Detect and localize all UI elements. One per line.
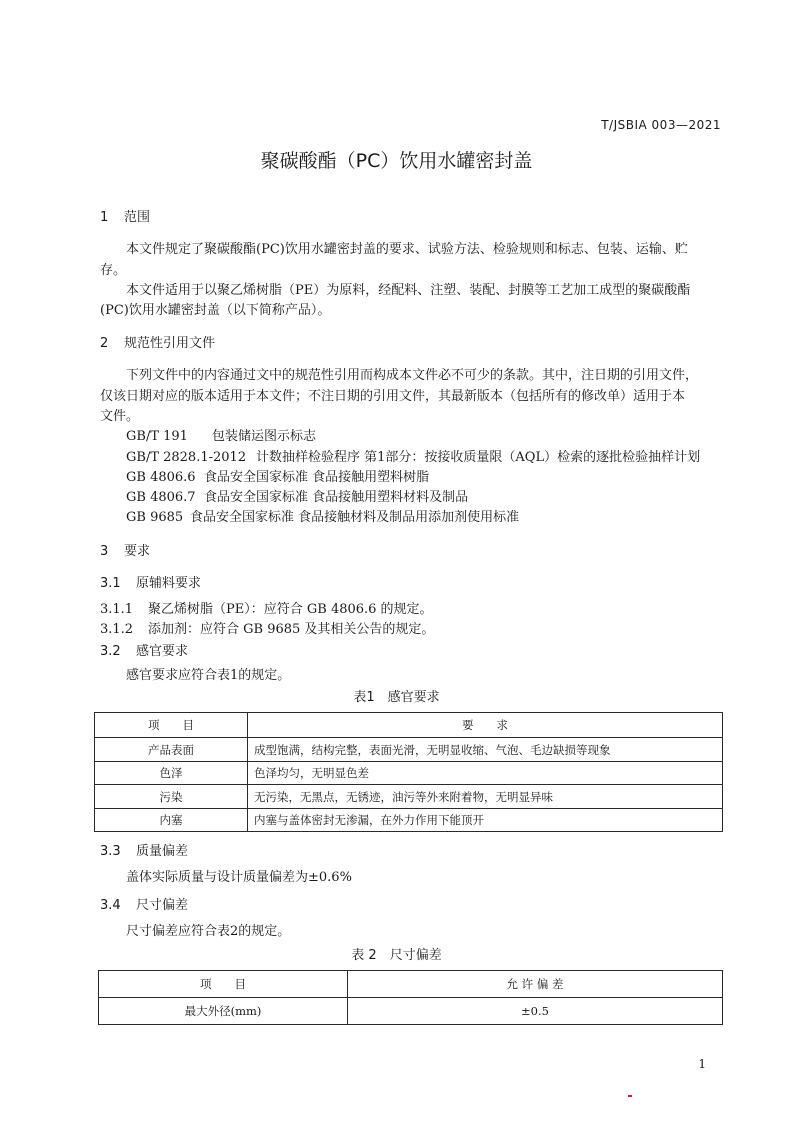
table-cell: 色泽 (95, 762, 248, 785)
reference-title: 食品安全国家标准 食品接触用塑料材料及制品 (204, 490, 469, 505)
subsection-3-1-heading (100, 572, 201, 591)
table-cell: 内塞与盖体密封无渗漏，在外力作用下能顶开 (248, 809, 723, 832)
reference-item (126, 506, 519, 525)
clause-3-1-1 (100, 598, 433, 617)
reference-code: GB 9685 (126, 510, 184, 525)
table-cell: 产品表面 (95, 738, 248, 762)
table-cell: 污染 (95, 785, 248, 809)
subsection-3-3-heading (100, 840, 188, 859)
table-row (95, 738, 723, 762)
paragraph-line: 下列文件中的内容通过文中的规范性引用而构成本文件必不可少的条款。其中，注日期的引用文件， (126, 368, 699, 383)
table-header-cell: 要 求 (248, 713, 723, 738)
subsection-title: 原辅料要求 (136, 576, 202, 591)
page-number: 1 (698, 1057, 706, 1071)
reference-code: GB/T 2828.1-2012 (126, 450, 247, 465)
reference-code: GB 4806.7 (126, 490, 196, 505)
subsection-title: 尺寸偏差 (136, 898, 189, 913)
table-cell: 无污染，无黑点，无锈迹，油污等外来附着物，无明显异味 (248, 785, 723, 809)
table-2-dimension (98, 970, 723, 1025)
subsection-title: 感官要求 (136, 644, 189, 659)
subsection-title: 质量偏差 (136, 844, 189, 859)
paragraph-line: 感官要求应符合表1的规定。 (126, 668, 291, 683)
reference-title: 包装储运图示标志 (212, 429, 317, 444)
paragraph-line: 本文件适用于以聚乙烯树脂（PE）为原料，经配料、注塑、装配、封膜等工艺加工成型的聚碳酸酯 (126, 283, 691, 298)
paragraph-line: 存。 (100, 263, 127, 278)
subsection-number: 3.4 (100, 898, 121, 913)
clause-text: 聚乙烯树脂（PE）：应符合 GB 4806.6 的规定。 (148, 602, 433, 617)
paragraph-line: 文件。 (100, 409, 140, 424)
paragraph-line: (PC)饮用水罐密封盖（以下简称产品）。 (100, 303, 331, 318)
table-row (95, 762, 723, 785)
paragraph-line: 尺寸偏差应符合表2的规定。 (126, 924, 291, 939)
clause-number: 3.1.2 (100, 622, 134, 637)
table-header-row (99, 971, 723, 998)
table-cell: 色泽均匀，无明显色差 (248, 762, 723, 785)
table-header-cell: 允 许 偏 差 (348, 971, 723, 998)
clause-3-1-2 (100, 618, 434, 637)
subsection-number: 3.2 (100, 644, 121, 659)
reference-code: GB/T 191 (126, 429, 188, 444)
table-header-row (95, 713, 723, 738)
paragraph-line: 仅该日期对应的版本适用于本文件；不注日期的引用文件，其最新版本（包括所有的修改单）适用于本 (100, 389, 686, 404)
paragraph-line: 本文件规定了聚碳酸酯(PC)饮用水罐密封盖的要求、试验方法、检验规则和标志、包装、运输、贮 (126, 242, 688, 257)
table-row (95, 809, 723, 832)
subsection-number: 3.3 (100, 844, 121, 859)
print-speck (628, 1095, 632, 1097)
reference-item (126, 425, 316, 444)
table-1-caption: 表1 感官要求 (353, 690, 440, 705)
table-cell: 最大外径(mm) (99, 998, 348, 1025)
subsection-3-4-heading (100, 894, 188, 913)
reference-title: 计数抽样检验程序 第1部分：按接收质量限（AQL）检索的逐批检验抽样计划 (256, 450, 701, 465)
subsection-number: 3.1 (100, 576, 121, 591)
section-number: 1 (100, 210, 109, 225)
paragraph-line: 盖体实际质量与设计质量偏差为±0.6% (126, 870, 352, 885)
section-title: 规范性引用文件 (124, 336, 216, 351)
table-2-caption: 表 2 尺寸偏差 (351, 948, 442, 963)
section-1-heading (100, 206, 150, 225)
document-title: 聚碳酸酯（PC）饮用水罐密封盖 (260, 150, 533, 172)
reference-code: GB 4806.6 (126, 470, 196, 485)
table-cell: 内塞 (95, 809, 248, 832)
section-number: 2 (100, 336, 109, 351)
table-header-cell: 项 目 (95, 713, 248, 738)
standard-number: T/JSBIA 003—2021 (601, 118, 721, 132)
table-cell: 成型饱满，结构完整，表面光滑，无明显收缩、气泡、毛边缺损等现象 (248, 738, 723, 762)
reference-title: 食品安全国家标准 食品接触用塑料树脂 (204, 470, 430, 485)
section-title: 要求 (124, 544, 151, 559)
section-title: 范围 (124, 210, 151, 225)
table-row (95, 785, 723, 809)
table-row (99, 998, 723, 1025)
reference-item (126, 486, 468, 505)
subsection-3-2-heading (100, 640, 188, 659)
reference-title: 食品安全国家标准 食品接触材料及制品用添加剂使用标准 (190, 510, 520, 525)
section-3-heading (100, 540, 150, 559)
reference-item (126, 446, 700, 465)
clause-text: 添加剂：应符合 GB 9685 及其相关公告的规定。 (148, 622, 435, 637)
reference-item (126, 466, 429, 485)
table-1-sensory (94, 712, 723, 832)
table-header-cell: 项 目 (99, 971, 348, 998)
table-cell: ±0.5 (348, 998, 723, 1025)
section-2-heading (100, 332, 215, 351)
clause-number: 3.1.1 (100, 602, 134, 617)
section-number: 3 (100, 544, 109, 559)
